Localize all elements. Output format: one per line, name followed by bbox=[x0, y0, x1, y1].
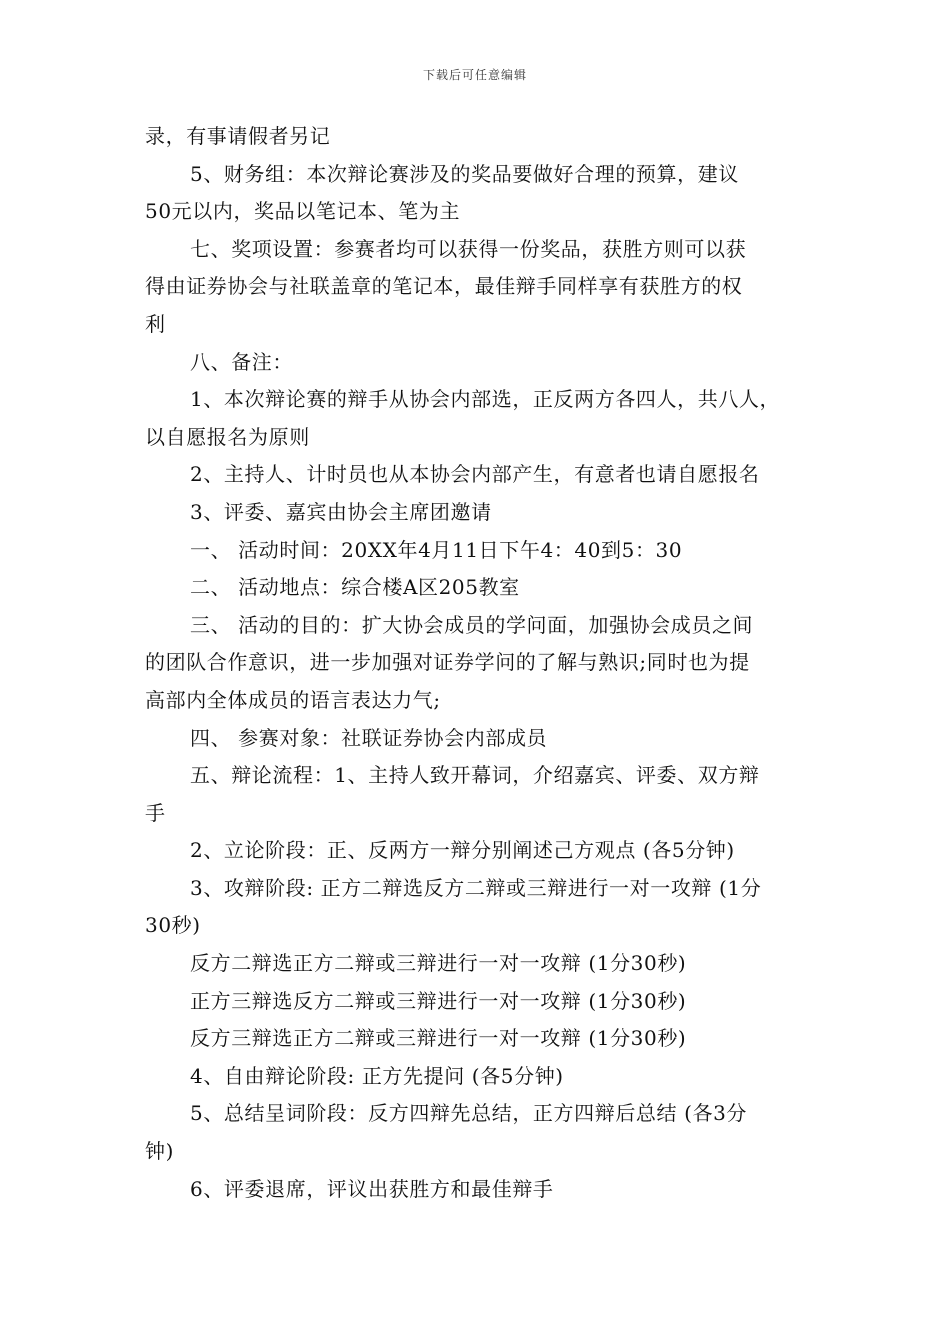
text-line: 以自愿报名为原则 bbox=[145, 424, 310, 449]
text-line: 二、 活动地点：综合楼A区205教室 bbox=[190, 575, 520, 600]
text-line: 3、攻辩阶段: 正方二辩选反方二辩或三辩进行一对一攻辩 (1分 bbox=[190, 875, 762, 900]
text-line: 八、备注： bbox=[190, 349, 293, 374]
text-line: 2、主持人、计时员也从本协会内部产生，有意者也请自愿报名 bbox=[190, 462, 760, 487]
text-line: 3、评委、嘉宾由协会主席团邀请 bbox=[190, 499, 492, 524]
text-line: 50元以内，奖品以笔记本、笔为主 bbox=[145, 199, 461, 224]
text-line: 利 bbox=[145, 311, 166, 336]
text-line: 一、 活动时间：20XX年4月11日下午4：40到5：30 bbox=[190, 537, 683, 562]
text-line: 手 bbox=[145, 800, 166, 825]
text-line: 四、 参赛对象：社联证券协会内部成员 bbox=[190, 725, 548, 750]
text-line: 录，有事请假者另记 bbox=[145, 124, 331, 148]
text-line: 三、 活动的目的：扩大协会成员的学问面，加强协会成员之间 bbox=[190, 612, 754, 637]
text-line: 高部内全体成员的语言表达力气; bbox=[145, 687, 441, 712]
text-line: 4、自由辩论阶段: 正方先提问 (各5分钟) bbox=[190, 1063, 564, 1088]
text-line: 反方三辩选正方二辩或三辩进行一对一攻辩 (1分30秒) bbox=[190, 1026, 687, 1051]
page-header: 下载后可任意编辑 bbox=[422, 68, 527, 82]
document-body bbox=[145, 118, 815, 1208]
text-line: 1、本次辩论赛的辩手从协会内部选，正反两方各四人，共八人， bbox=[190, 387, 781, 412]
text-line: 的团队合作意识，进一步加强对证券学问的了解与熟识;同时也为提 bbox=[145, 650, 750, 675]
text-line: 5、总结呈词阶段：反方四辩先总结，正方四辩后总结 (各3分 bbox=[190, 1101, 748, 1126]
text-line: 五、辩论流程：1、主持人致开幕词，介绍嘉宾、评委、双方辩 bbox=[190, 763, 760, 788]
text-line: 七、奖项设置：参赛者均可以获得一份奖品，获胜方则可以获 bbox=[190, 236, 747, 261]
text-line: 6、评委退席，评议出获胜方和最佳辩手 bbox=[190, 1176, 554, 1201]
text-line: 钟) bbox=[145, 1139, 175, 1164]
text-line: 5、财务组：本次辩论赛涉及的奖品要做好合理的预算，建议 bbox=[190, 161, 739, 186]
text-line: 得由证券协会与社联盖章的笔记本，最佳辩手同样享有获胜方的权 bbox=[145, 274, 743, 299]
text-line: 30秒) bbox=[145, 913, 201, 938]
text-line: 反方二辩选正方二辩或三辩进行一对一攻辩 (1分30秒) bbox=[190, 951, 687, 976]
text-line: 2、立论阶段：正、反两方一辩分别阐述己方观点 (各5分钟) bbox=[190, 838, 735, 863]
text-line: 正方三辩选反方二辩或三辩进行一对一攻辩 (1分30秒) bbox=[190, 988, 687, 1013]
